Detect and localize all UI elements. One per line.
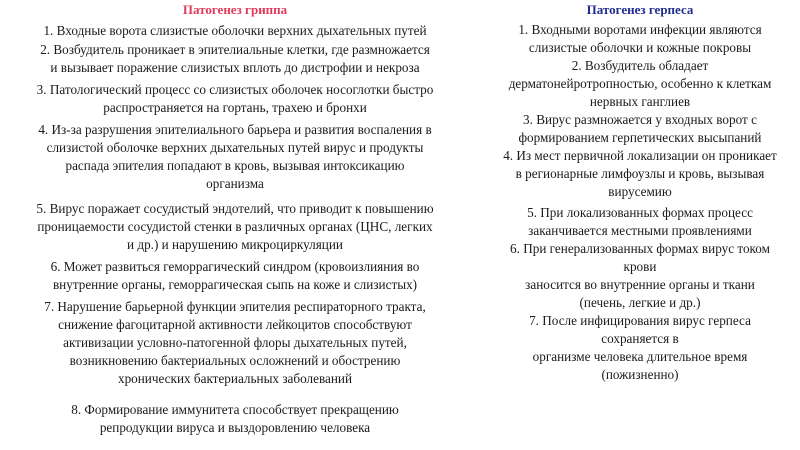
flu-title: Патогенез гриппа: [182, 2, 288, 17]
herpes-item-7: 7. После инфицирования вирус герпеса сохраняется в организме человека длительное время (пожизненно): [529, 313, 751, 382]
herpes-title: Патогенез герпеса: [586, 2, 694, 17]
herpes-item-4: 4. Из мест первичной локализации он проникает в регионарные лимфоузлы и кровь, вызывая вирусемию: [503, 148, 777, 199]
herpes-item-2: 2. Возбудитель обладает дерматонейротропностью, особенно к клеткам нервных ганглиев: [508, 58, 772, 109]
flu-item-2: 2. Возбудитель проникает в эпителиальные клетки, где размножается и вызывает поражение слизистых вплоть до дистрофии и некроза: [40, 42, 430, 75]
herpes-item-6: 6. При генерализованных формах вирус током крови заносится во внутренние органы и ткани (печень, легкие и др.): [510, 241, 770, 310]
herpes-pathogenesis-column: [480, 0, 800, 384]
flu-item-8: 8. Формирование иммунитета способствует прекращению репродукции вируса и выздоровлению человека: [71, 402, 399, 435]
herpes-item-1: 1. Входными воротами инфекции являются слизистые оболочки и кожные покровы: [518, 22, 762, 55]
flu-item-1: 1. Входные ворота слизистые оболочки верхних дыхательных путей: [43, 23, 427, 38]
herpes-item-3: 3. Вирус размножается у входных ворот с формированием герпетических высыпаний: [518, 112, 762, 145]
flu-item-5: 5. Вирус поражает сосудистый эндотелий, что приводит к повышению проницаемости сосудистой стенки в различных органах (ЦНС, легких и др.) и нарушению микроциркуляции: [36, 201, 434, 252]
flu-item-6: 6. Может развиться геморрагический синдром (кровоизлияния во внутренние органы, геморрагическая сыпь на коже и слизистых): [50, 259, 420, 292]
flu-item-3: 3. Патологический процесс со слизистых оболочек носоглотки быстро распространяется на гортань, трахею и бронхи: [36, 82, 434, 115]
flu-item-7: 7. Нарушение барьерной функции эпителия респираторного тракта, снижение фагоцитарной активности лейкоцитов способствуют активизации условно-патогенной флоры дыхательных путей, возникновению бактериальных осложнений и обострению хронических бактериальных заболеваний: [44, 299, 426, 386]
flu-item-4: 4. Из-за разрушения эпителиального барьера и развития воспаления в слизистой оболочке верхних дыхательных путей вирус и продукты распада эпителия попадают в кровь, вызывая интоксикацию организма: [38, 122, 432, 191]
herpes-item-5: 5. При локализованных формах процесс заканчивается местными проявлениями: [527, 205, 753, 238]
